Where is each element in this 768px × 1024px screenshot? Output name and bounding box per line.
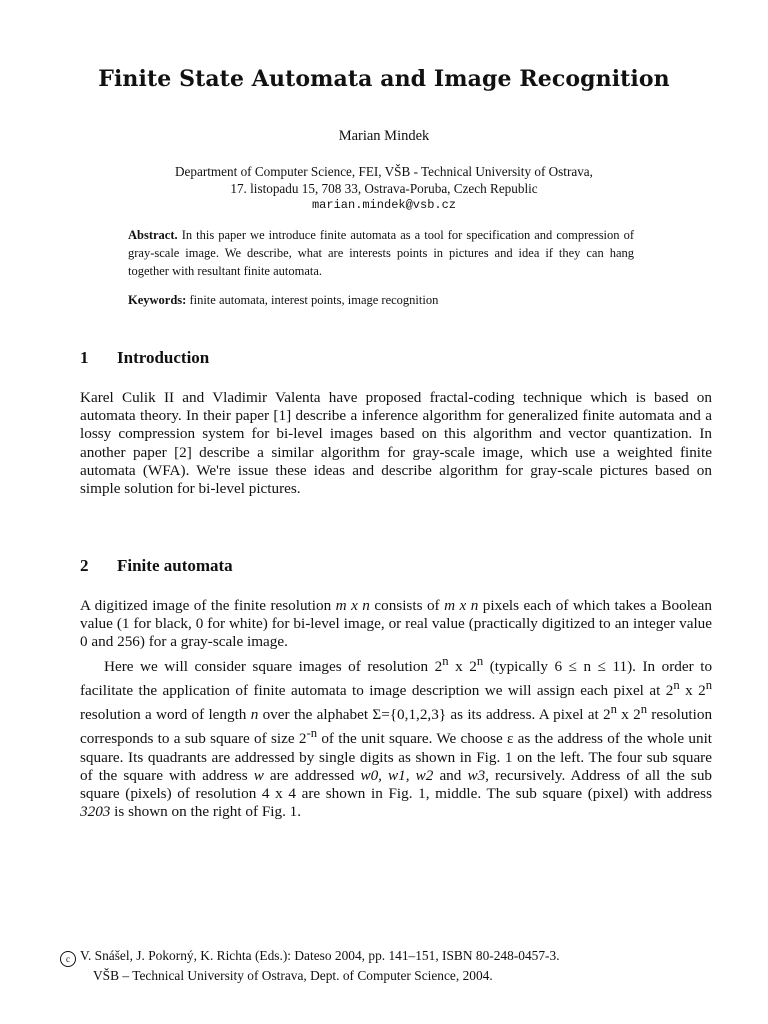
- affiliation: [0, 163, 768, 214]
- section-heading-introduction: [80, 348, 209, 368]
- author-name: Marian Mindek: [338, 128, 430, 144]
- abstract-text: In this paper we introduce finite automata as a tool for specification and compression of gray-scale image. We describe, what are interests points in pictures and idea if they can hang together with resultant finite automata.: [128, 228, 634, 278]
- footer-line-1: c V. Snášel, J. Pokorný, K. Richta (Eds.): Dateso 2004, pp. 141–151, ISBN 80-248-0457-3.: [60, 947, 740, 967]
- abstract: [128, 226, 634, 280]
- author-email[interactable]: marian.mindek@vsb.cz: [311, 198, 457, 212]
- paragraph-addressing: Here we will consider square images of resolution 2$^n$ x 2$^n$ (typically 6 ≤ n ≤ 11). In order to facilitate the application of finite automata to image description we will assign each pixel at 2$^n$ x 2$^n$ resolution a word of length n over the alphabet Σ={0,1,2,3} as its address. A pixel at 2$^n$ x 2$^n$ resolution corresponds to a sub square of size $2^{-n}$ of the unit square. We choose ε as the address of the whole unit square. Its quadrants are addressed by single digits as shown in Fig. 1 on the left. The four sub square of the square with address w are addressed w0, w1, w2 and w3, recursively. Address of all the sub square (pixels) of resolution 4 x 4 are shown in Fig. 1, middle. The sub square (pixel) with address 3203 is shown on the right of Fig. 1.: [80, 653, 713, 821]
- copyright-footer: [60, 947, 740, 985]
- keywords: [128, 291, 634, 309]
- introduction-body: [80, 389, 712, 498]
- section-title: Introduction: [117, 348, 210, 367]
- section-heading-finite-automata: [80, 556, 233, 576]
- section-number: 2: [80, 556, 89, 575]
- affiliation-line-2: 17. listopadu 15, 708 33, Ostrava-Poruba, Czech Republic: [230, 181, 538, 196]
- paper-title: Finite State Automata and Image Recognition: [98, 66, 670, 92]
- section-number: 1: [80, 348, 89, 367]
- abstract-label: Abstract.: [128, 228, 178, 242]
- affiliation-line-1: Department of Computer Science, FEI, VŠB - Technical University of Ostrava,: [175, 164, 593, 179]
- finite-automata-body: [80, 597, 712, 821]
- introduction-paragraph: Karel Culik II and Vladimir Valenta have proposed fractal-coding technique which is based on automata theory. In their paper [1] describe a inference algorithm for generalized finite automata and a lossy compression system for bi-level images based on this algorithm and vector quantization. In another paper [2] describe a similar algorithm for gray-scale image, which use a weighted finite automata (WFA). We're issue these ideas and describe algorithm for gray-scale pictures based on simple solution for bi-level pictures.: [80, 389, 712, 498]
- paragraph-resolution: A digitized image of the finite resolution m x n consists of m x n pixels each of which takes a Boolean value (1 for black, 0 for white) for bi-level image, or real value (practically digitized to an integer value 0 and 256) for a gray-scale image.: [80, 597, 713, 651]
- keywords-label: Keywords:: [128, 293, 187, 307]
- keywords-text: finite automata, interest points, image recognition: [189, 293, 439, 307]
- section-title: Finite automata: [117, 556, 233, 575]
- footer-line-2: VŠB – Technical University of Ostrava, Dept. of Computer Science, 2004.: [93, 968, 493, 983]
- copyright-icon: c: [60, 951, 76, 967]
